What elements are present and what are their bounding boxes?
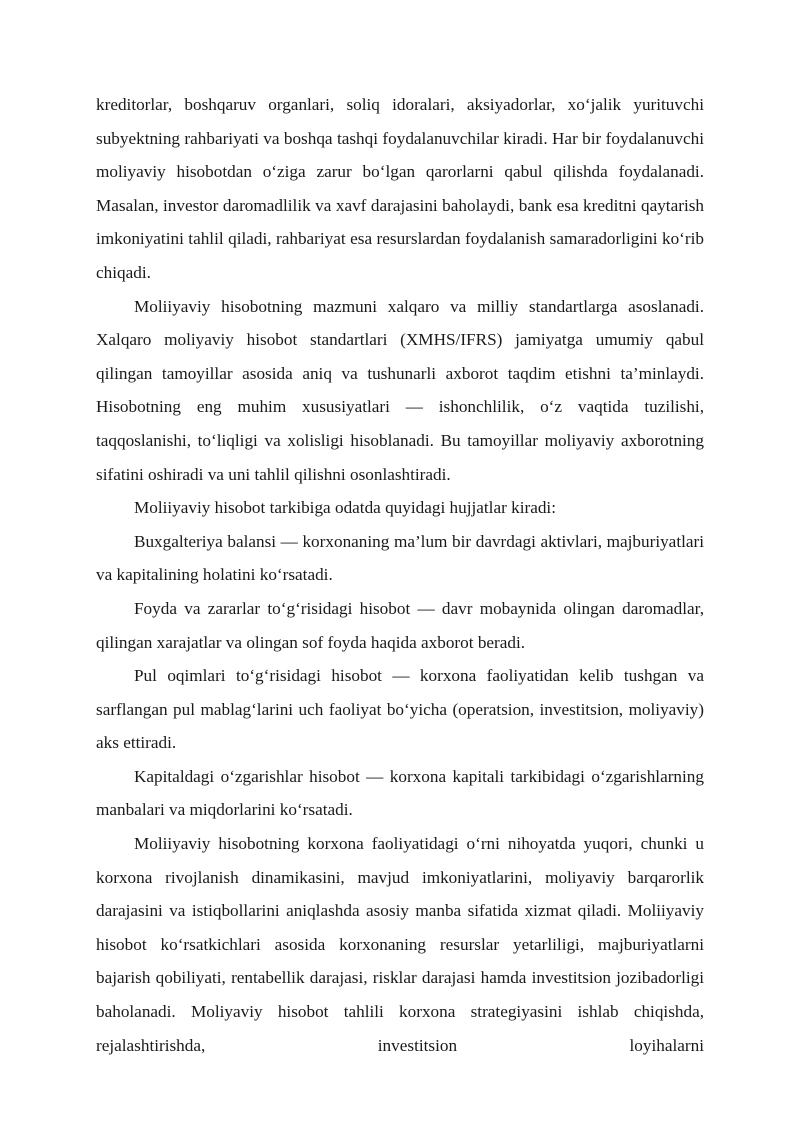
paragraph-profit-loss: Foyda va zararlar to‘g‘risidagi hisobot — davr mobaynida olingan daromadlar, qilingan xarajatlar va olingan sof foyda haqida axborot beradi.: [96, 598, 704, 652]
paragraph-standards: Moliiyaviy hisobotning mazmuni xalqaro va milliy standartlarga asoslanadi. Xalqaro moliyaviy hisobot standartlari (XMHS/IFRS) jamiyatga umumiy qabul qilingan tamoyillar asosida aniq va tushunarli axborot taqdim etishni ta’minlaydi. Hisobotning eng muhim xususiyatlari — ishonchlilik, o‘z vaqtida tuzilishi, taqqoslanishi, to‘liqligi va xolisligi hisoblanadi. Bu tamoyillar moliyaviy axborotning sifatini oshiradi va uni tahlil qilishni osonlashtiradi.: [96, 296, 704, 484]
paragraph-role: Moliiyaviy hisobotning korxona faoliyatidagi o‘rni nihoyatda yuqori, chunki u korxona rivojlanish dinamikasini, mavjud imkoniyatlarini, moliyaviy barqarorlik darajasini va istiqbollarini aniqlashda asosiy manba sifatida xizmat qiladi. Moliiyaviy hisobot ko‘rsatkichlari asosida korxonaning resurslar yetarliligi, majburiyatlarni bajarish qobiliyati, rentabellik darajasi, risklar darajasi hamda investitsion jozibadorligi baholanadi. Moliyaviy hisobot tahlili korxona strategiyasini ishlab chiqishda, rejalashtirishda, investitsion loyihalarni: [96, 834, 704, 1055]
paragraph-composition-intro: Moliiyaviy hisobot tarkibiga odatda quyidagi hujjatlar kiradi:: [134, 498, 556, 518]
document-page: [96, 88, 704, 1062]
paragraph-capital-changes: Kapitaldagi o‘zgarishlar hisobot — korxona kapitali tarkibidagi o‘zgarishlarning manbalari va miqdorlarini ko‘rsatadi.: [96, 766, 704, 820]
paragraph-cash-flow: Pul oqimlari to‘g‘risidagi hisobot — korxona faoliyatidan kelib tushgan va sarflangan pul mablag‘larini uch faoliyat bo‘yicha (operatsion, investitsion, moliyaviy) aks ettiradi.: [96, 666, 704, 753]
paragraph-users: kreditorlar, boshqaruv organlari, soliq idoralari, aksiyadorlar, xo‘jalik yurituvchi subyektning rahbariyati va boshqa tashqi foydalanuvchilar kiradi. Har bir foydalanuvchi moliyaviy hisobotdan o‘ziga zarur bo‘lgan qarorlarni qabul qilishda foydalanadi. Masalan, investor daromadlilik va xavf darajasini baholaydi, bank esa kreditni qaytarish imkoniyatini tahlil qiladi, rahbariyat esa resurslardan foydalanish samaradorligini ko‘rib chiqadi.: [96, 95, 704, 282]
paragraph-balance-sheet: Buxgalteriya balansi — korxonaning ma’lum bir davrdagi aktivlari, majburiyatlari va kapitalining holatini ko‘rsatadi.: [96, 531, 704, 585]
